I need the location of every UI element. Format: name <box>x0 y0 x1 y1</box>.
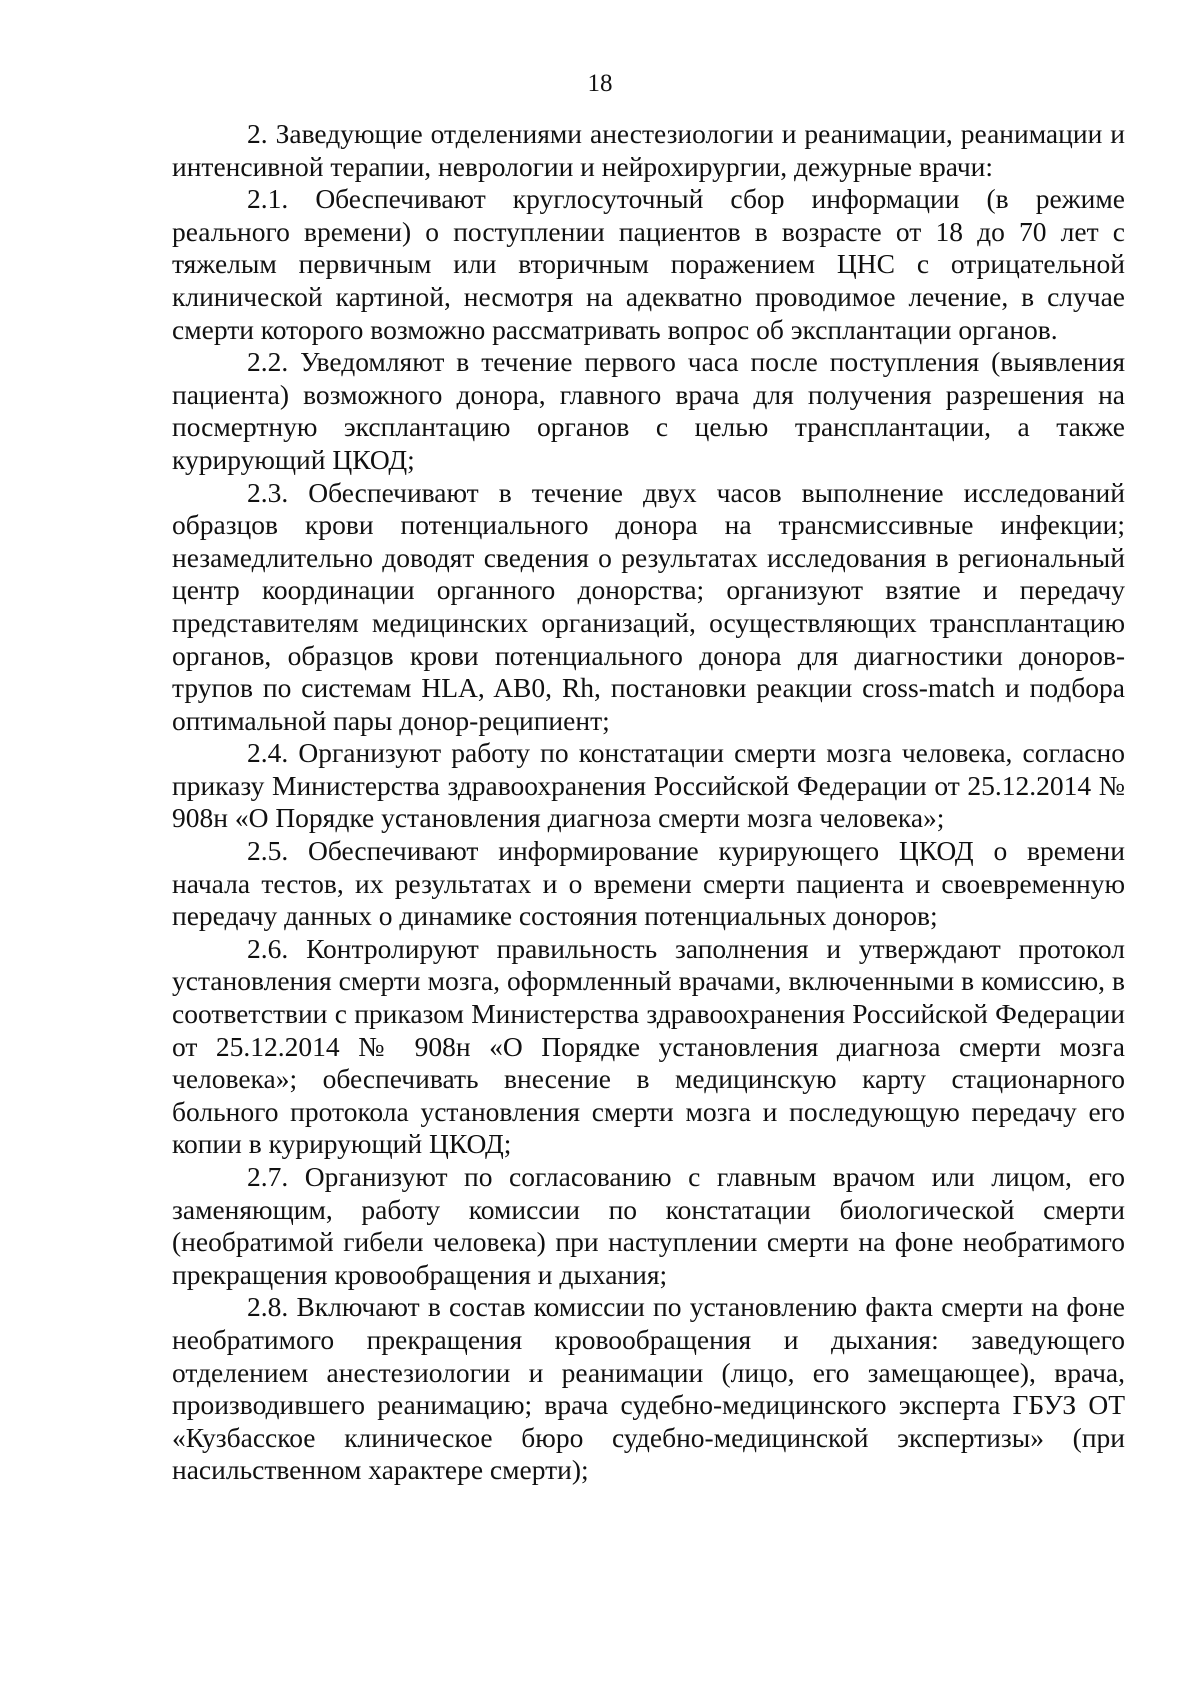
paragraph-2-2: 2.2. Уведомляют в течение первого часа после поступления (выявления пациента) возможного донора, главного врача для получения разрешения на посмертную эксплантацию органов с целью трансплантации, а также курирующий ЦКОД; <box>172 346 1125 475</box>
paragraph-2-7: 2.7. Организуют по согласованию с главным врачом или лицом, его заменяющим, работу комиссии по констатации биологической смерти (необратимой гибели человека) при наступлении смерти на фоне необратимого прекращения кровообращения и дыхания; <box>172 1161 1125 1290</box>
paragraph-2-8: 2.8. Включают в состав комиссии по установлению факта смерти на фоне необратимого прекращения кровообращения и дыхания: заведующего отделением анестезиологии и реанимации (лицо, его замещающее), врача, производившего реанимацию; врача судебно-медицинского эксперта ГБУЗ ОТ «Кузбасское клиническое бюро судебно-медицинской экспертизы» (при насильственном характере смерти); <box>172 1291 1125 1486</box>
paragraph-2-6: 2.6. Контролируют правильность заполнения и утверждают протокол установления смерти мозга, оформленный врачами, включенными в комиссию, в соответствии с приказом Министерства здравоохранения Российской Федерации от 25.12.2014 № 908н «О Порядке установления диагноза смерти мозга человека»; обеспечивать внесение в медицинскую карту стационарного больного протокола установления смерти мозга и последующую передачу его копии в курирующий ЦКОД; <box>172 932 1125 1160</box>
paragraph-2-3: 2.3. Обеспечивают в течение двух часов выполнение исследований образцов крови потенциального донора на трансмиссивные инфекции; незамедлительно доводят сведения о результатах исследования в региональный центр координации органного донорства; организуют взятие и передачу представителям медицинских организаций, осуществляющих трансплантацию органов, образцов крови потенциального донора для диагностики доноров-трупов по системам HLA, AB0, Rh, постановки реакции cross-match и подбора оптимальной пары донор-реципиент; <box>172 476 1125 736</box>
paragraph-2-4: 2.4. Организуют работу по констатации смерти мозга человека, согласно приказу Министерства здравоохранения Российской Федерации от 25.12.2014 № 908н «О Порядке установления диагноза смерти мозга человека»; <box>172 737 1125 834</box>
paragraph-2-5: 2.5. Обеспечивают информирование курирующего ЦКОД о времени начала тестов, их результатах и о времени смерти пациента и своевременную передачу данных о динамике состояния потенциальных доноров; <box>172 835 1125 932</box>
paragraph-2: 2. Заведующие отделениями анестезиологии и реанимации, реанимации и интенсивной терапии, неврологии и нейрохирургии, дежурные врачи: <box>172 118 1125 182</box>
paragraph-2-1: 2.1. Обеспечивают круглосуточный сбор информации (в режиме реального времени) о поступлении пациентов в возрасте от 18 до 70 лет с тяжелым первичным или вторичным поражением ЦНС с отрицательной клинической картиной, несмотря на адекватно проводимое лечение, в случае смерти которого возможно рассматривать вопрос об эксплантации органов. <box>172 183 1125 345</box>
document-body <box>172 118 1125 1487</box>
page-number: 18 <box>587 70 613 97</box>
